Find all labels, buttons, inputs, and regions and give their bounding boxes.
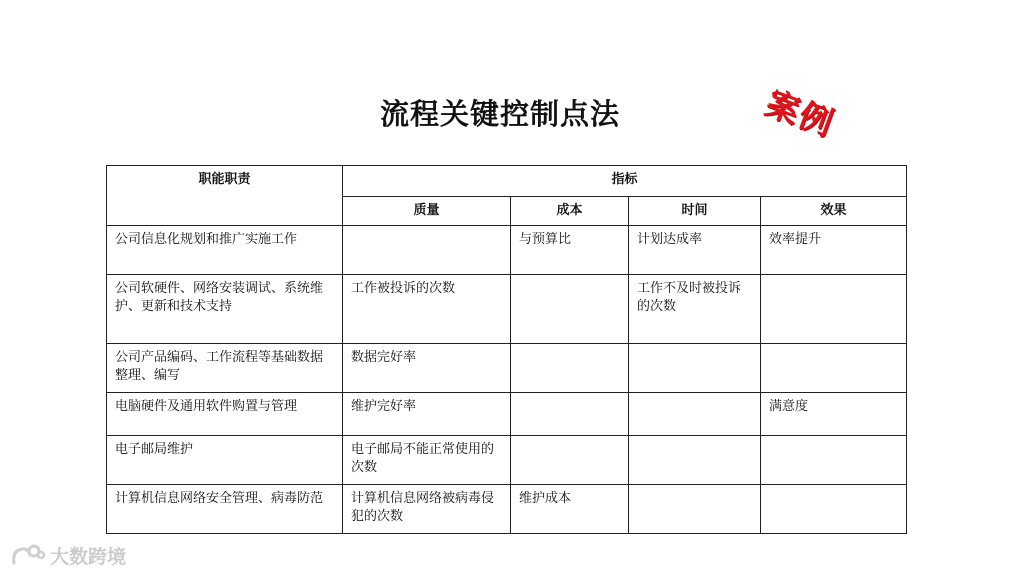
cell-quality [343,226,511,275]
cell-effect [761,275,907,344]
cell-cost [511,393,629,436]
cell-quality: 计算机信息网络被病毒侵犯的次数 [343,485,511,534]
cell-duty: 计算机信息网络安全管理、病毒防范 [107,485,343,534]
cell-time [629,436,761,485]
table-row [107,226,907,275]
cell-duty: 公司产品编码、工作流程等基础数据整理、编写 [107,344,343,393]
cell-cost: 维护成本 [511,485,629,534]
case-stamp: 案例 [760,83,840,144]
page-title: 流程关键控制点法 [380,97,621,131]
table-header-row [107,166,907,197]
cell-effect: 满意度 [761,393,907,436]
cell-duty: 电子邮局维护 [107,436,343,485]
watermark-text: 大数跨境 [50,546,127,568]
cell-quality: 工作被投诉的次数 [343,275,511,344]
cell-effect: 效率提升 [761,226,907,275]
table-row [107,344,907,393]
table-row [107,436,907,485]
cell-effect [761,485,907,534]
cell-quality: 电子邮局不能正常使用的次数 [343,436,511,485]
cell-duty: 公司信息化规划和推广实施工作 [107,226,343,275]
table-row [107,275,907,344]
cell-duty: 公司软硬件、网络安装调试、系统维护、更新和技术支持 [107,275,343,344]
header-duty: 职能职责 [107,166,343,226]
cell-cost [511,344,629,393]
watermark [10,542,126,569]
header-quality: 质量 [343,197,511,226]
table-row [107,393,907,436]
table-row [107,485,907,534]
header-effect: 效果 [761,197,907,226]
cell-quality: 数据完好率 [343,344,511,393]
cell-duty: 电脑硬件及通用软件购置与管理 [107,393,343,436]
brand-logo-icon [10,543,46,569]
header-indicators: 指标 [343,166,907,197]
header-time: 时间 [629,197,761,226]
kpi-table-container [106,165,906,534]
header-cost: 成本 [511,197,629,226]
cell-quality: 维护完好率 [343,393,511,436]
cell-time: 计划达成率 [629,226,761,275]
cell-cost: 与预算比 [511,226,629,275]
cell-time [629,485,761,534]
cell-cost [511,436,629,485]
cell-time [629,393,761,436]
cell-time [629,344,761,393]
cell-time: 工作不及时被投诉的次数 [629,275,761,344]
kpi-table [106,165,907,534]
cell-effect [761,436,907,485]
cell-effect [761,344,907,393]
cell-cost [511,275,629,344]
